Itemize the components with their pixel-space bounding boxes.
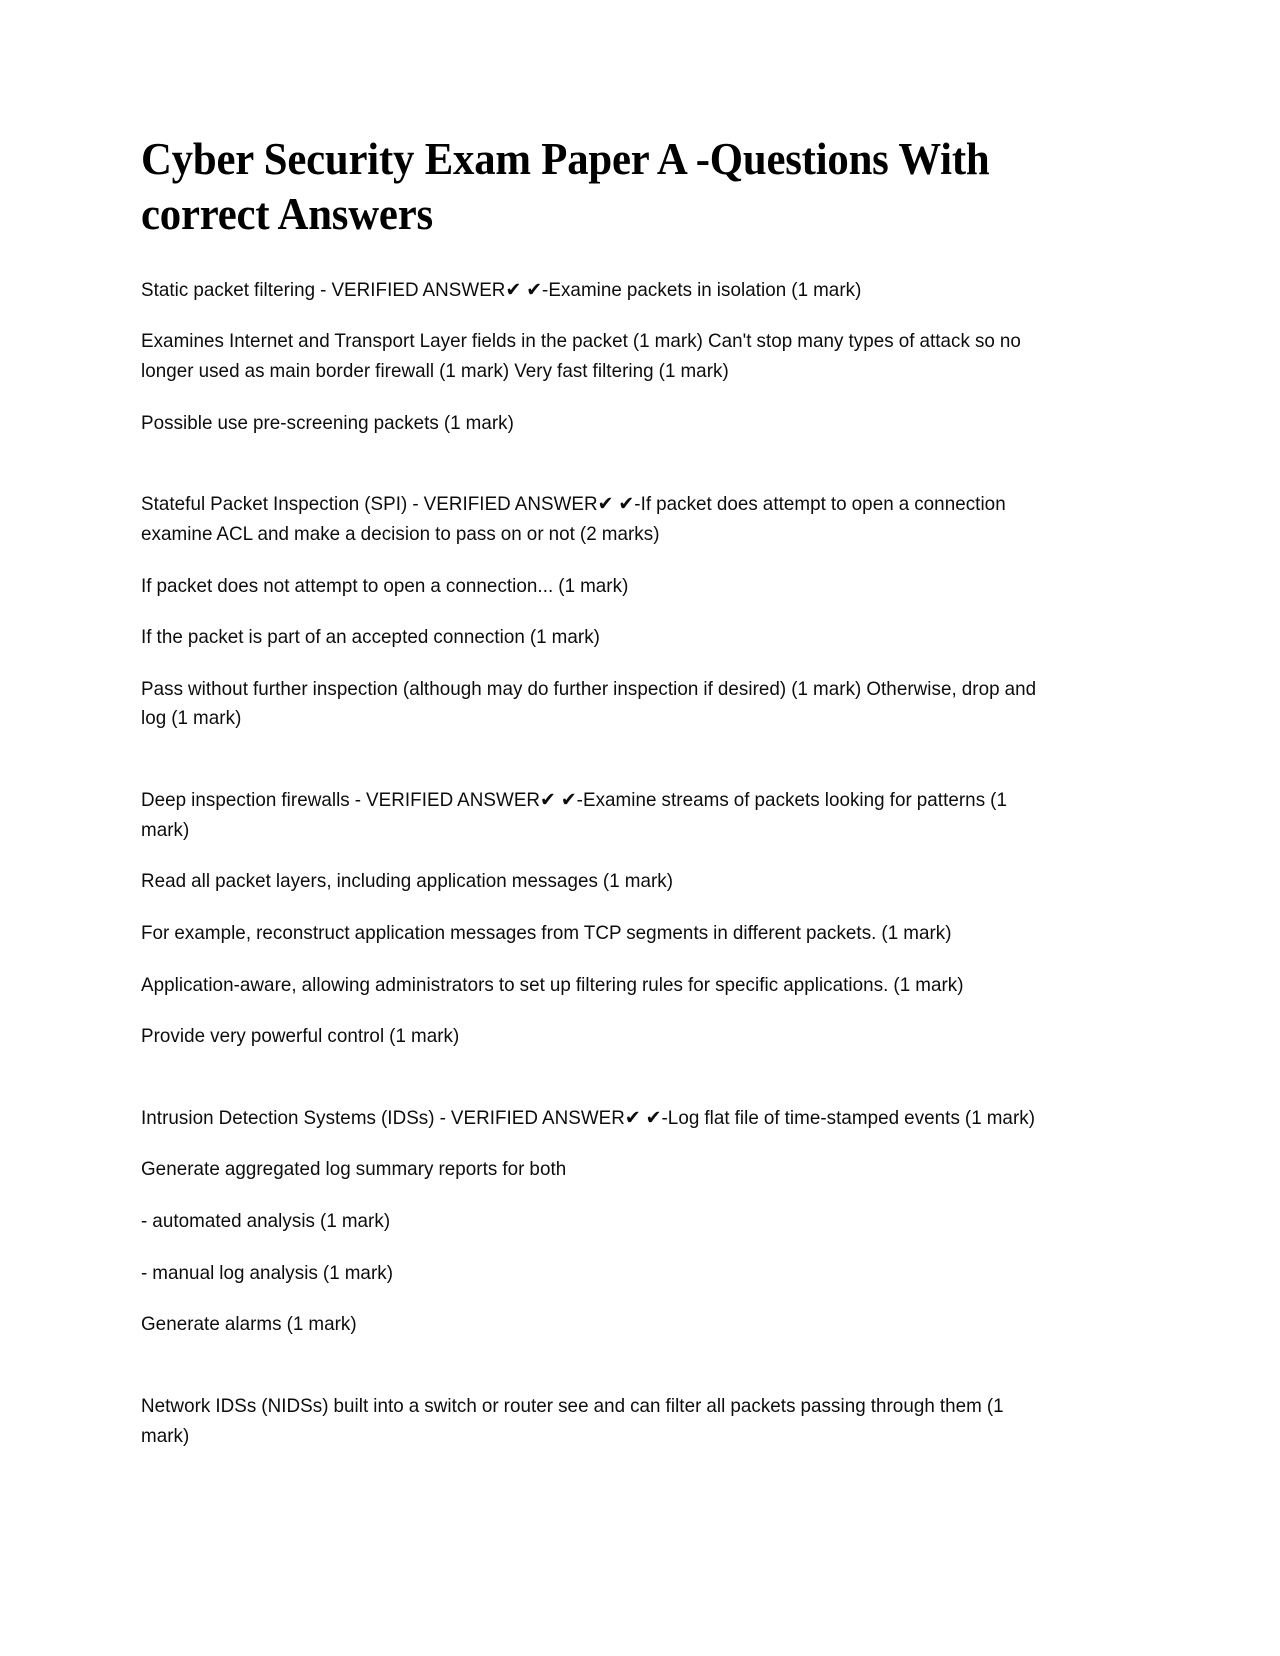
page-title: Cyber Security Exam Paper A -Questions With correct Answers xyxy=(141,134,990,239)
paragraph: Provide very powerful control (1 mark) xyxy=(141,1025,460,1048)
paragraph: Intrusion Detection Systems (IDSs) - VERIFIED ANSWER✔ ✔-Log flat file of time-stamped events (1 mark) xyxy=(141,1106,1036,1129)
section-deep-inspection-firewalls xyxy=(141,786,1070,1052)
section-stateful-packet-inspection xyxy=(141,490,1070,734)
paragraph: Generate alarms (1 mark) xyxy=(141,1313,357,1336)
section-network-idss xyxy=(141,1392,1070,1451)
paragraph: If the packet is part of an accepted connection (1 mark) xyxy=(141,626,600,649)
section-spacer xyxy=(141,734,1070,786)
paragraph: Static packet filtering - VERIFIED ANSWER✔ ✔-Examine packets in isolation (1 mark) xyxy=(141,278,862,301)
section-spacer xyxy=(141,438,1070,490)
paragraph: Network IDSs (NIDSs) built into a switch or router see and can filter all packets passing through them (1 mark) xyxy=(141,1394,1004,1447)
paragraph: Pass without further inspection (although may do further inspection if desired) (1 mark) Otherwise, drop and log (1 mark) xyxy=(141,677,1037,730)
list-item: - manual log analysis (1 mark) xyxy=(141,1261,394,1284)
paragraph: Read all packet layers, including application messages (1 mark) xyxy=(141,870,674,893)
list-item: - automated analysis (1 mark) xyxy=(141,1210,391,1233)
paragraph: For example, reconstruct application messages from TCP segments in different packets. (1 mark) xyxy=(141,921,952,944)
paragraph: Stateful Packet Inspection (SPI) - VERIFIED ANSWER✔ ✔-If packet does attempt to open a connection examine ACL and make a decision to pass on or not (2 marks) xyxy=(141,493,1006,545)
section-spacer xyxy=(141,1052,1070,1104)
paragraph: Examines Internet and Transport Layer fields in the packet (1 mark) Can't stop many types of attack so no longer used as main border firewall (1 mark) Very fast filtering (1 mark) xyxy=(141,330,1021,383)
section-spacer xyxy=(141,1340,1070,1392)
paragraph: Possible use pre-screening packets (1 mark) xyxy=(141,411,514,434)
paragraph: Generate aggregated log summary reports for both xyxy=(141,1158,567,1181)
section-static-packet-filtering xyxy=(141,276,1070,439)
paragraph: If packet does not attempt to open a connection... (1 mark) xyxy=(141,574,629,597)
section-intrusion-detection-systems xyxy=(141,1104,1070,1340)
paragraph: Deep inspection firewalls - VERIFIED ANSWER✔ ✔-Examine streams of packets looking for patterns (1 mark) xyxy=(141,789,1007,841)
document-body xyxy=(141,276,1070,1451)
paragraph: Application-aware, allowing administrators to set up filtering rules for specific applications. (1 mark) xyxy=(141,973,964,996)
